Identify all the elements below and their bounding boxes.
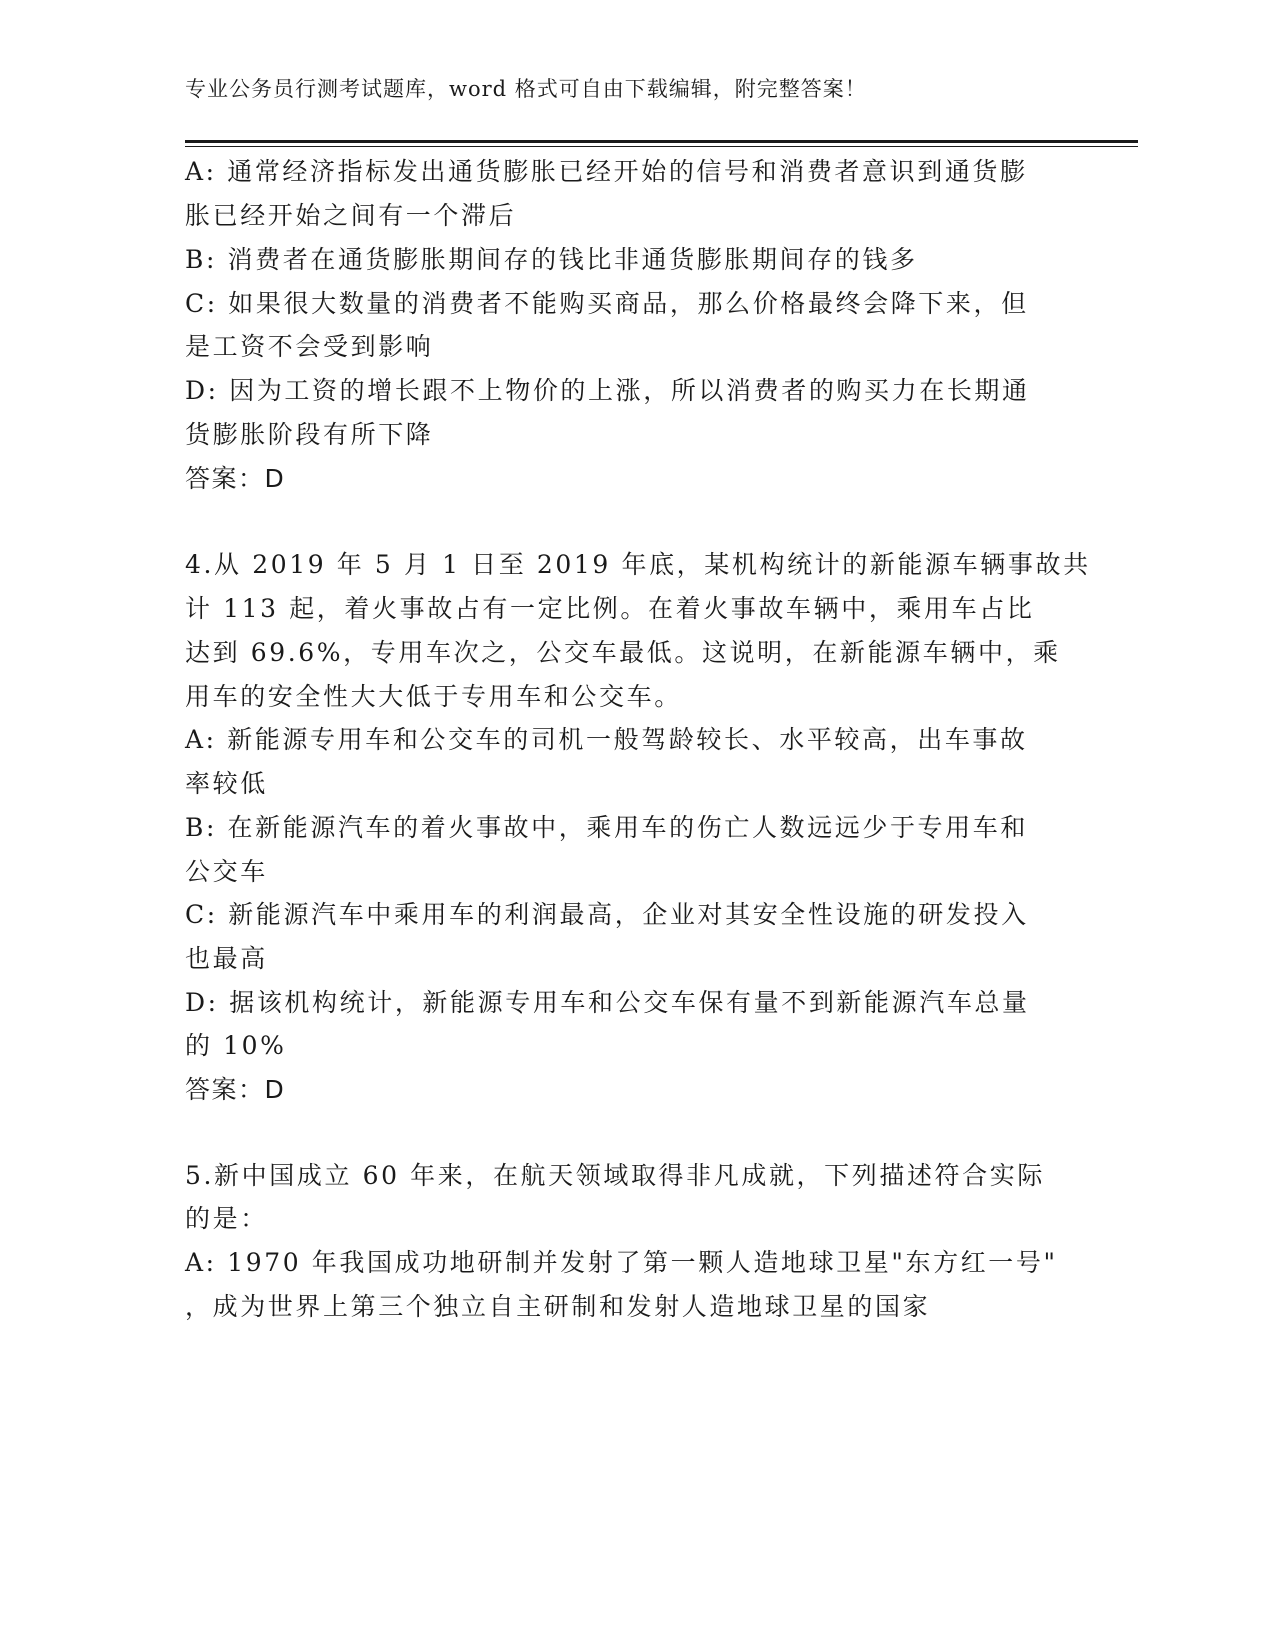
option-line: C: 新能源汽车中乘用车的利润最高，企业对其安全性设施的研发投入 [185, 900, 1029, 929]
option-line: D: 因为工资的增长跟不上物价的上涨，所以消费者的购买力在长期通 [185, 376, 1030, 405]
option-line: A: 新能源专用车和公交车的司机一般驾龄较长、水平较高，出车事故 [185, 725, 1028, 754]
answer-label: 答案：D [185, 464, 286, 493]
option-line: 是工资不会受到影响 [185, 332, 434, 361]
stem-line: 计 113 起，着火事故占有一定比例。在着火事故车辆中，乘用车占比 [185, 594, 1035, 623]
stem-line: 4.从 2019 年 5 月 1 日至 2019 年底，某机构统计的新能源车辆事故共 [185, 550, 1091, 579]
option-line: B: 在新能源汽车的着火事故中，乘用车的伤亡人数远远少于专用车和 [185, 813, 1028, 842]
answer-label: 答案：D [185, 1075, 286, 1104]
option-line: 的 10% [185, 1031, 287, 1060]
header-note: 专业公务员行测考试题库，word 格式可自由下载编辑，附完整答案！ [185, 77, 867, 101]
stem-line: 的是： [185, 1204, 268, 1233]
stem-line: 用车的安全性大大低于专用车和公交车。 [185, 682, 682, 711]
option-line: B: 消费者在通货膨胀期间存的钱比非通货膨胀期间存的钱多 [185, 245, 918, 274]
stem-line: 达到 69.6%，专用车次之，公交车最低。这说明，在新能源车辆中，乘 [185, 638, 1061, 667]
option-line: C: 如果很大数量的消费者不能购买商品，那么价格最终会降下来，但 [185, 289, 1029, 318]
option-line: 也最高 [185, 944, 268, 973]
option-line: 货膨胀阶段有所下降 [185, 420, 434, 449]
header-rule-thick [185, 140, 1138, 143]
option-line: 率较低 [185, 769, 268, 798]
option-line: 公交车 [185, 857, 268, 886]
header-rule-thin [185, 146, 1138, 147]
option-line: D: 据该机构统计，新能源专用车和公交车保有量不到新能源汽车总量 [185, 988, 1030, 1017]
option-line: A: 1970 年我国成功地研制并发射了第一颗人造地球卫星"东方红一号" [185, 1248, 1058, 1277]
option-line: 胀已经开始之间有一个滞后 [185, 201, 517, 230]
option-line: ，成为世界上第三个独立自主研制和发射人造地球卫星的国家 [185, 1292, 931, 1321]
option-line: A: 通常经济指标发出通货膨胀已经开始的信号和消费者意识到通货膨 [185, 157, 1028, 186]
stem-line: 5.新中国成立 60 年来，在航天领域取得非凡成就，下列描述符合实际 [185, 1161, 1045, 1190]
